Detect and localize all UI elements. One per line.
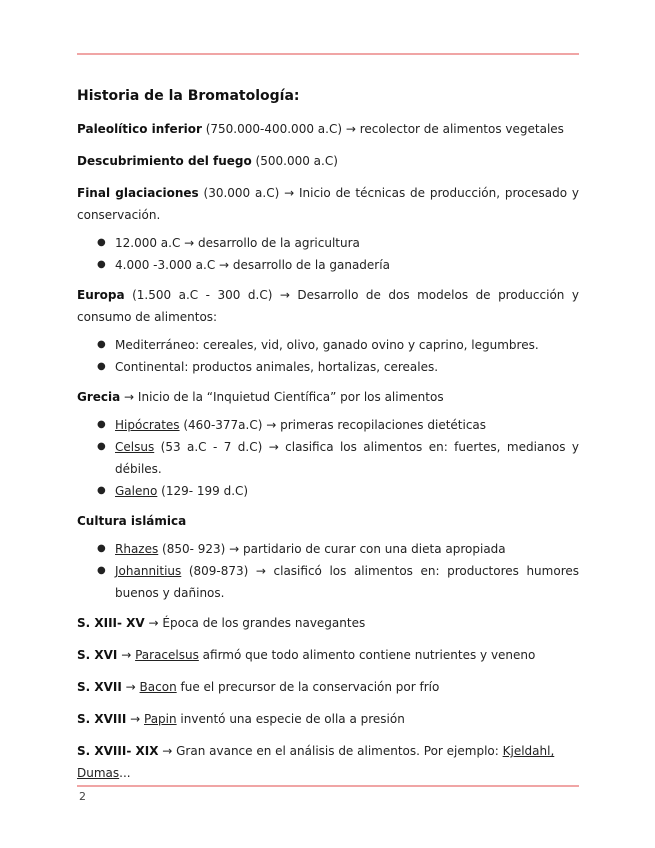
list-item: ● Mediterráneo: cereales, vid, olivo, ganado ovino y caprino, legumbres. <box>115 334 579 356</box>
bullet-icon: ● <box>97 361 106 372</box>
header-rule <box>77 53 579 55</box>
author-link[interactable]: Bacon <box>139 680 177 694</box>
list-europa <box>77 334 579 378</box>
list-item: ● Galeno (129- 199 d.C) <box>115 480 579 502</box>
paragraph-s17: S. XVII → Bacon fue el precursor de la conservación por frío <box>77 680 440 694</box>
author-link[interactable]: Celsus <box>115 440 155 454</box>
paragraph-islamica: Cultura islámica <box>77 514 187 528</box>
paragraph-paleolitico: Paleolítico inferior (750.000-400.000 a.C) → recolector de alimentos vegetales <box>77 122 564 136</box>
list-item: ● Celsus (53 a.C - 7 d.C) → clasifica los alimentos en: fuertes, medianos y débiles. <box>115 436 579 480</box>
paragraph-s18b: S. XVIII- XIX → Gran avance en el análisis de alimentos. Por ejemplo: Kjeldahl, Dumas... <box>77 744 555 780</box>
bullet-icon: ● <box>97 543 106 554</box>
paragraph-s16: S. XVI → Paracelsus afirmó que todo alimento contiene nutrientes y veneno <box>77 648 536 662</box>
list-grecia <box>77 414 579 502</box>
list-item: ● Hipócrates (460-377a.C) → primeras recopilaciones dietéticas <box>115 414 579 436</box>
page-number: 2 <box>79 790 86 803</box>
page-title: Historia de la Bromatología: <box>77 88 300 104</box>
paragraph-s18: S. XVIII → Papin inventó una especie de olla a presión <box>77 712 405 726</box>
author-link[interactable]: Hipócrates <box>115 418 180 432</box>
bullet-icon: ● <box>97 237 106 248</box>
bullet-icon: ● <box>97 259 106 270</box>
bullet-icon: ● <box>97 339 106 350</box>
paragraph-europa: Europa (1.500 a.C - 300 d.C) → Desarrollo de dos modelos de producción y consumo de alimentos: <box>77 288 579 324</box>
list-item: ● Rhazes (850- 923) → partidario de curar con una dieta apropiada <box>115 538 579 560</box>
paragraph-glaciaciones: Final glaciaciones (30.000 a.C) → Inicio de técnicas de producción, procesado y conservación. <box>77 186 579 222</box>
list-islamica <box>77 538 579 604</box>
list-item: ● 12.000 a.C → desarrollo de la agricultura <box>115 232 579 254</box>
paragraph-s13: S. XIII- XV → Época de los grandes navegantes <box>77 616 366 630</box>
author-link[interactable]: Kjeldahl, Dumas <box>77 744 555 780</box>
list-item: ● Continental: productos animales, hortalizas, cereales. <box>115 356 579 378</box>
paragraph-fuego: Descubrimiento del fuego (500.000 a.C) <box>77 154 338 168</box>
footer-rule <box>77 785 579 787</box>
bullet-icon: ● <box>97 565 106 576</box>
bullet-icon: ● <box>97 485 106 496</box>
author-link[interactable]: Paracelsus <box>135 648 199 662</box>
list-glaciaciones <box>77 232 579 276</box>
author-link[interactable]: Papin <box>144 712 177 726</box>
paragraph-grecia: Grecia → Inicio de la “Inquietud Científica” por los alimentos <box>77 390 444 404</box>
author-link[interactable]: Rhazes <box>115 542 159 556</box>
list-item: ● 4.000 -3.000 a.C → desarrollo de la ganadería <box>115 254 579 276</box>
document-body <box>77 86 579 794</box>
list-item: ● Johannitius (809-873) → clasificó los alimentos en: productores humores buenos y dañinos. <box>115 560 579 604</box>
bullet-icon: ● <box>97 419 106 430</box>
bullet-icon: ● <box>97 441 106 452</box>
author-link[interactable]: Galeno <box>115 484 158 498</box>
author-link[interactable]: Johannitius <box>115 564 182 578</box>
